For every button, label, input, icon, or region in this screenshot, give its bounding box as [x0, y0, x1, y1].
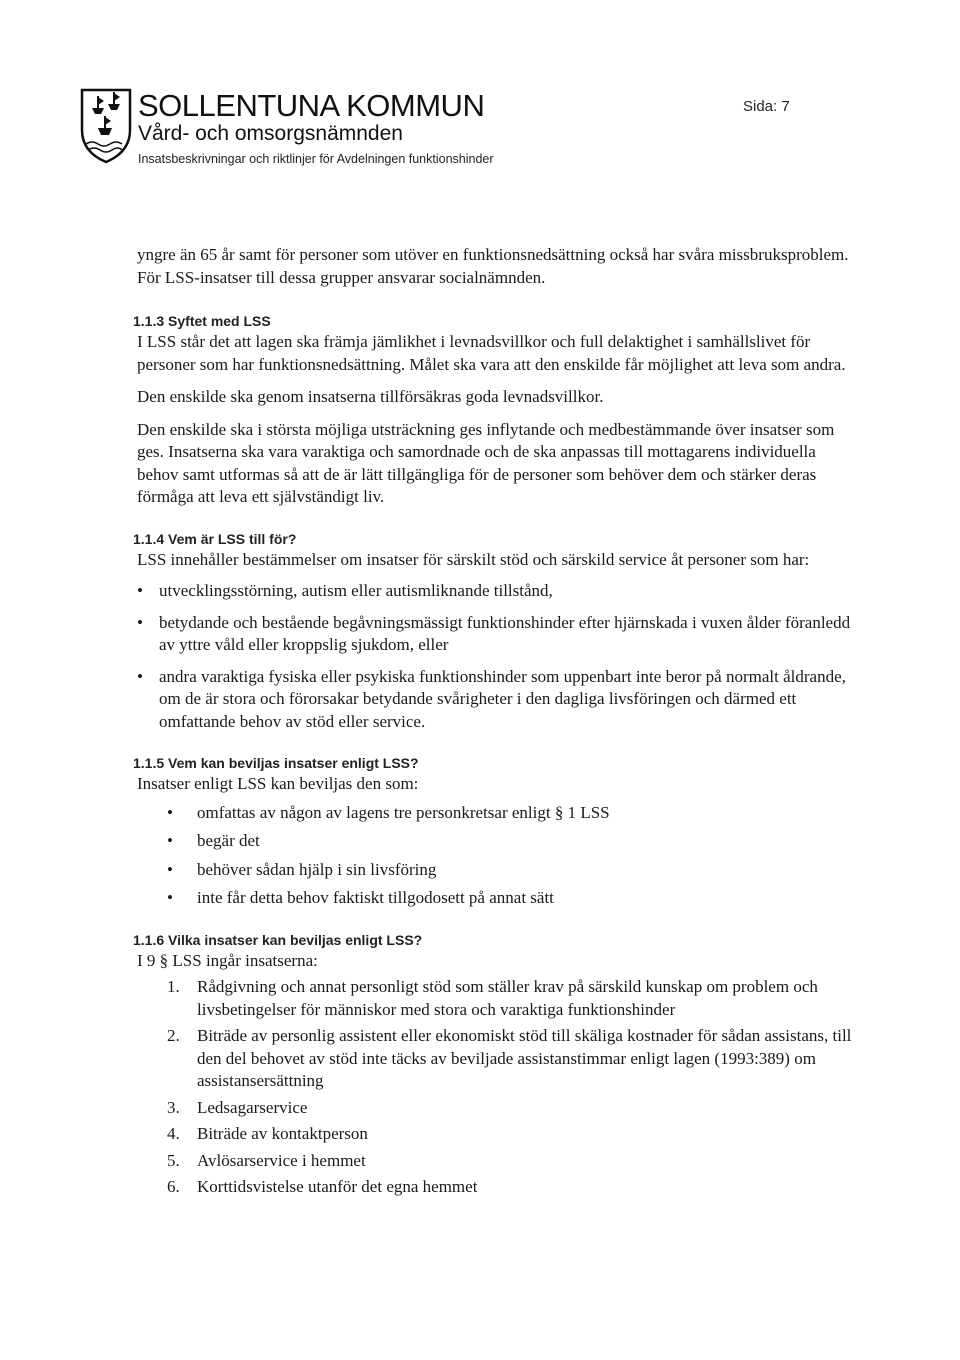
list-item-text: Korttidsvistelse utanför det egna hemmet — [197, 1177, 478, 1196]
list-item — [137, 1123, 857, 1146]
list-item — [137, 1097, 857, 1120]
list-item-text: Biträde av kontaktperson — [197, 1124, 368, 1143]
list-item: • begär det — [137, 830, 857, 853]
paragraph: Insatser enligt LSS kan beviljas den som: — [137, 774, 419, 793]
heading-1-1-6: 1.1.6 Vilka insatser kan beviljas enligt LSS? — [133, 931, 423, 948]
numbered-list — [137, 976, 857, 1199]
list-item — [137, 1025, 857, 1093]
organization-name: SOLLENTUNA KOMMUN — [138, 88, 485, 123]
document-body — [133, 244, 857, 1199]
paragraph: Den enskilde ska i största möjliga utsträckning ges inflytande och medbestämmande över insatser som ges. Insatserna ska vara varaktiga och samordnade och de ska anpassas till mottagarens individuella behov samt utformas så att de är lätt tillgängliga för de personer som behöver dem och stärker deras förmåga att leva ett självständigt liv. — [137, 419, 835, 506]
board-name: Vård- och omsorgsnämnden — [138, 122, 403, 145]
list-number: 6. — [167, 1177, 180, 1196]
list-item: • utvecklingsstörning, autism eller autismliknande tillstånd, — [137, 580, 857, 603]
list-item — [137, 1176, 857, 1199]
heading-1-1-4: 1.1.4 Vem är LSS till för? — [133, 530, 297, 547]
page-number: Sida: 7 — [743, 98, 790, 115]
heading-1-1-3: 1.1.3 Syftet med LSS — [133, 313, 271, 329]
heading-1-1-5: 1.1.5 Vem kan beviljas insatser enligt LSS? — [133, 755, 419, 771]
list-item-text: Biträde av personlig assistent eller ekonomiskt stöd till skäliga kostnader för sådan assistans, till den del behovet av stöd inte täcks av beviljade assistanstimmar enligt lagen (1993:389) om assistansersättning — [197, 1026, 852, 1090]
paragraph: I LSS står det att lagen ska främja jämlikhet i levnadsvillkor och full delaktighet i samhällslivet för personer som har funktionsnedsättning. Målet ska vara att den enskilde får möjlighet att leva som andra. — [137, 332, 846, 374]
list-item: • behöver sådan hjälp i sin livsföring — [137, 859, 857, 882]
list-item-text: Avlösarservice i hemmet — [197, 1150, 366, 1170]
list-item — [137, 1150, 857, 1173]
paragraph: Den enskilde ska genom insatserna tillförsäkras goda levnadsvillkor. — [137, 387, 604, 406]
paragraph: LSS innehåller bestämmelser om insatser för särskilt stöd och särskild service åt personer som har: — [137, 549, 810, 569]
intro-paragraph: yngre än 65 år samt för personer som utöver en funktionsnedsättning också har svåra missbruksproblem. För LSS-insatser till dessa grupper ansvarar socialnämnden. — [137, 245, 849, 287]
list-item-text: Rådgivning och annat personligt stöd som ställer krav på särskild kunskap om problem och livsbetingelser för människor med stora och varaktiga funktionshinder — [197, 977, 818, 1019]
municipal-coat-of-arms-icon — [78, 86, 134, 164]
list-item: • betydande och bestående begåvningsmässigt funktionshinder efter hjärnskada i vuxen ålder föranledd av yttre våld eller kroppslig sjukdom, eller — [137, 612, 857, 657]
bullet-list — [137, 802, 857, 910]
list-item — [137, 976, 857, 1021]
list-number: 4. — [167, 1124, 180, 1143]
list-item: • inte får detta behov faktiskt tillgodosett på annat sätt — [137, 887, 857, 910]
bullet-list — [137, 580, 857, 733]
page-header — [78, 86, 878, 176]
list-item: • omfattas av någon av lagens tre personkretsar enligt § 1 LSS — [137, 802, 857, 825]
list-number: 1. — [167, 977, 180, 996]
list-number: 2. — [167, 1026, 180, 1045]
list-item-text: Ledsagarservice — [197, 1097, 308, 1117]
document-subtitle: Insatsbeskrivningar och riktlinjer för Avdelningen funktionshinder — [138, 152, 494, 166]
paragraph: I 9 § LSS ingår insatserna: — [137, 950, 318, 970]
list-number: 3. — [167, 1097, 180, 1117]
list-item: • andra varaktiga fysiska eller psykiska funktionshinder som uppenbart inte beror på normalt åldrande, om de är stora och förorsakar betydande svårigheter i den dagliga livsföringen och därmed ett omfattande behov av stöd eller service. — [137, 666, 857, 734]
list-number: 5. — [167, 1150, 180, 1170]
